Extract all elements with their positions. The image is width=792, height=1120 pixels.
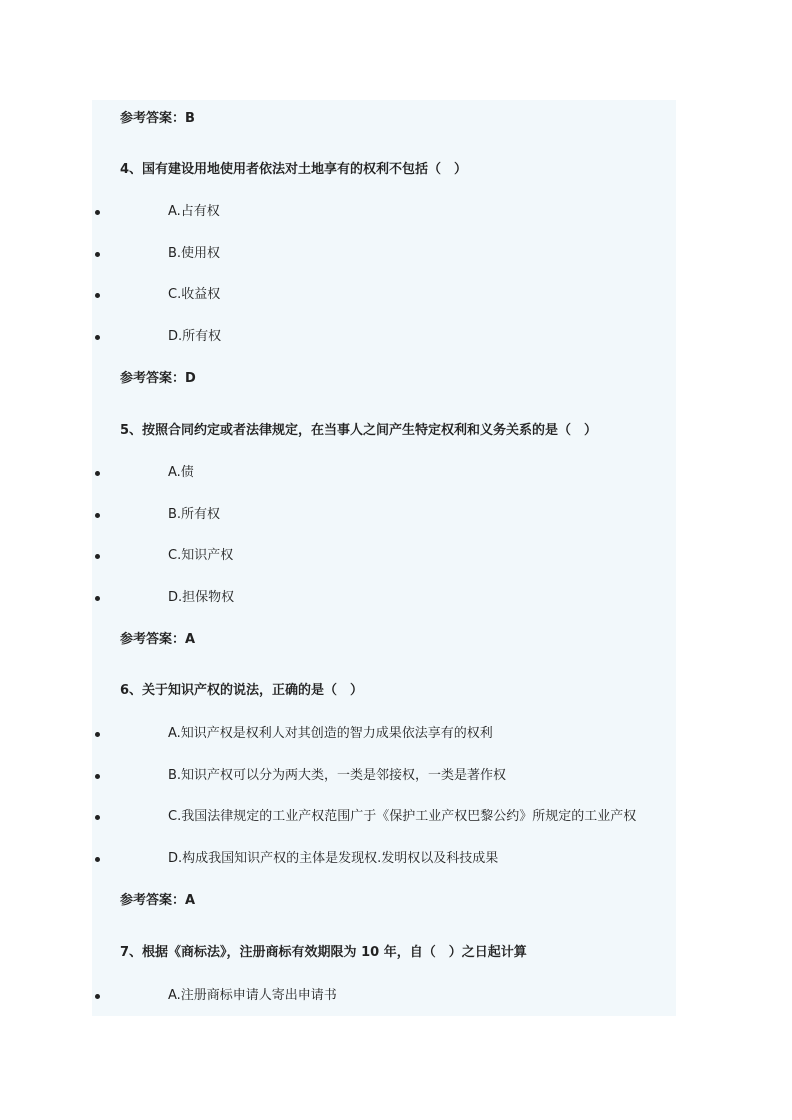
reference-answer: 参考答案：A: [120, 893, 196, 908]
reference-answer: 参考答案：B: [120, 111, 195, 126]
bullet-icon: [95, 857, 100, 862]
answer-option: B.使用权: [168, 246, 221, 261]
answer-option: A.注册商标申请人寄出申请书: [168, 988, 337, 1003]
answer-option: C.我国法律规定的工业产权范围广于《保护工业产权巴黎公约》所规定的工业产权: [168, 809, 637, 824]
bullet-icon: [95, 335, 100, 340]
answer-option: C.知识产权: [168, 548, 234, 563]
answer-option: D.构成我国知识产权的主体是发现权.发明权以及科技成果: [168, 851, 499, 866]
answer-option: A.债: [168, 465, 194, 480]
bullet-icon: [95, 252, 100, 257]
question-title: 7、根据《商标法》，注册商标有效期限为 10 年，自（ ）之日起计算: [120, 945, 527, 960]
bullet-icon: [95, 554, 100, 559]
answer-option: A.占有权: [168, 204, 220, 219]
bullet-icon: [95, 293, 100, 298]
answer-option: B.所有权: [168, 507, 221, 522]
answer-option: D.担保物权: [168, 590, 235, 605]
bullet-icon: [95, 774, 100, 779]
bullet-icon: [95, 210, 100, 215]
bullet-icon: [95, 513, 100, 518]
reference-answer: 参考答案：D: [120, 371, 196, 386]
reference-answer: 参考答案：A: [120, 632, 196, 647]
bullet-icon: [95, 815, 100, 820]
bullet-icon: [95, 596, 100, 601]
answer-option: C.收益权: [168, 287, 221, 302]
answer-option: B.知识产权可以分为两大类，一类是邻接权，一类是著作权: [168, 768, 507, 783]
question-title: 5、按照合同约定或者法律规定，在当事人之间产生特定权利和义务关系的是（ ）: [120, 423, 598, 438]
answer-option: A.知识产权是权利人对其创造的智力成果依法享有的权利: [168, 726, 493, 741]
question-title: 4、国有建设用地使用者依法对土地享有的权利不包括（ ）: [120, 162, 468, 177]
bullet-icon: [95, 471, 100, 476]
bullet-icon: [95, 994, 100, 999]
answer-option: D.所有权: [168, 329, 222, 344]
bullet-icon: [95, 732, 100, 737]
question-title: 6、关于知识产权的说法，正确的是（ ）: [120, 683, 364, 698]
